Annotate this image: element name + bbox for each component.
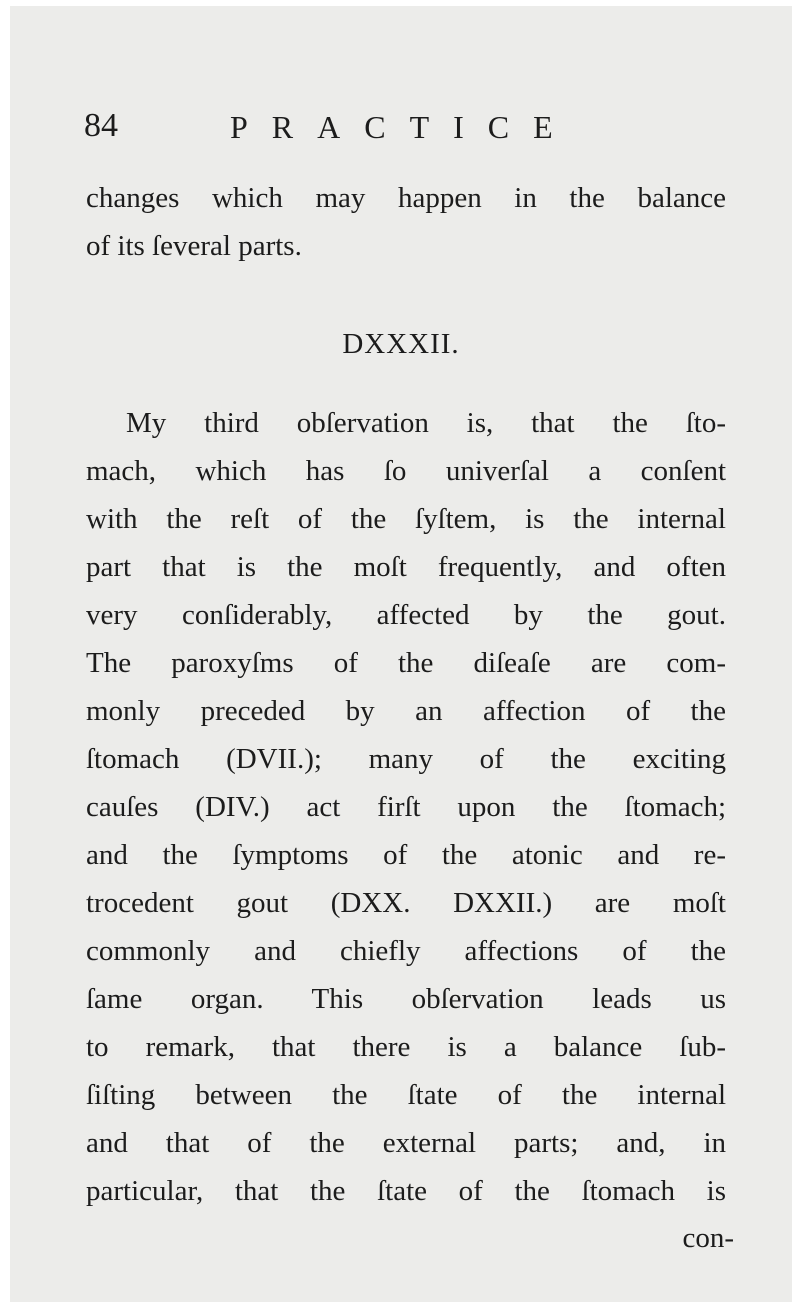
text-line: and that of the external parts; and, in (86, 1127, 726, 1159)
text-line: mach, which has ſo univerſal a conſent (86, 455, 726, 487)
text-line: The paroxyſms of the diſeaſe are com- (86, 647, 726, 679)
text-line: ſiſting between the ſtate of the internal (86, 1079, 726, 1111)
text-line: commonly and chiefly affections of the (86, 935, 726, 967)
text-line: particular, that the ſtate of the ſtomach is (86, 1175, 726, 1207)
text-line: and the ſymptoms of the atonic and re- (86, 839, 726, 871)
text-line: trocedent gout (DXX. DXXII.) are moſt (86, 887, 726, 919)
text-line: of its ſeveral parts. (86, 230, 302, 262)
text-line: ſtomach (DVII.); many of the exciting (86, 743, 726, 775)
text-line: with the reſt of the ſyſtem, is the internal (86, 503, 726, 535)
text-line: to remark, that there is a balance ſub- (86, 1031, 726, 1063)
text-line: ſame organ. This obſervation leads us (86, 983, 726, 1015)
text-line: cauſes (DIV.) act firſt upon the ſtomach; (86, 791, 726, 823)
running-head: PRACTICE (230, 109, 577, 145)
continued-paragraph (86, 174, 726, 270)
text-line: monly preceded by an affection of the (86, 695, 726, 727)
text-line: very conſiderably, affected by the gout. (86, 599, 726, 631)
text-line: My third obſervation is, that the ſto- (126, 407, 726, 439)
catchword: con- (682, 1222, 734, 1254)
book-page (10, 6, 792, 1302)
section-paragraph (86, 399, 726, 1215)
section-heading: DXXXII. (342, 328, 460, 360)
page-header (84, 102, 604, 148)
text-line: part that is the moſt frequently, and often (86, 551, 726, 583)
text-line: changes which may happen in the balance (86, 182, 726, 214)
page-number: 84 (84, 107, 118, 144)
